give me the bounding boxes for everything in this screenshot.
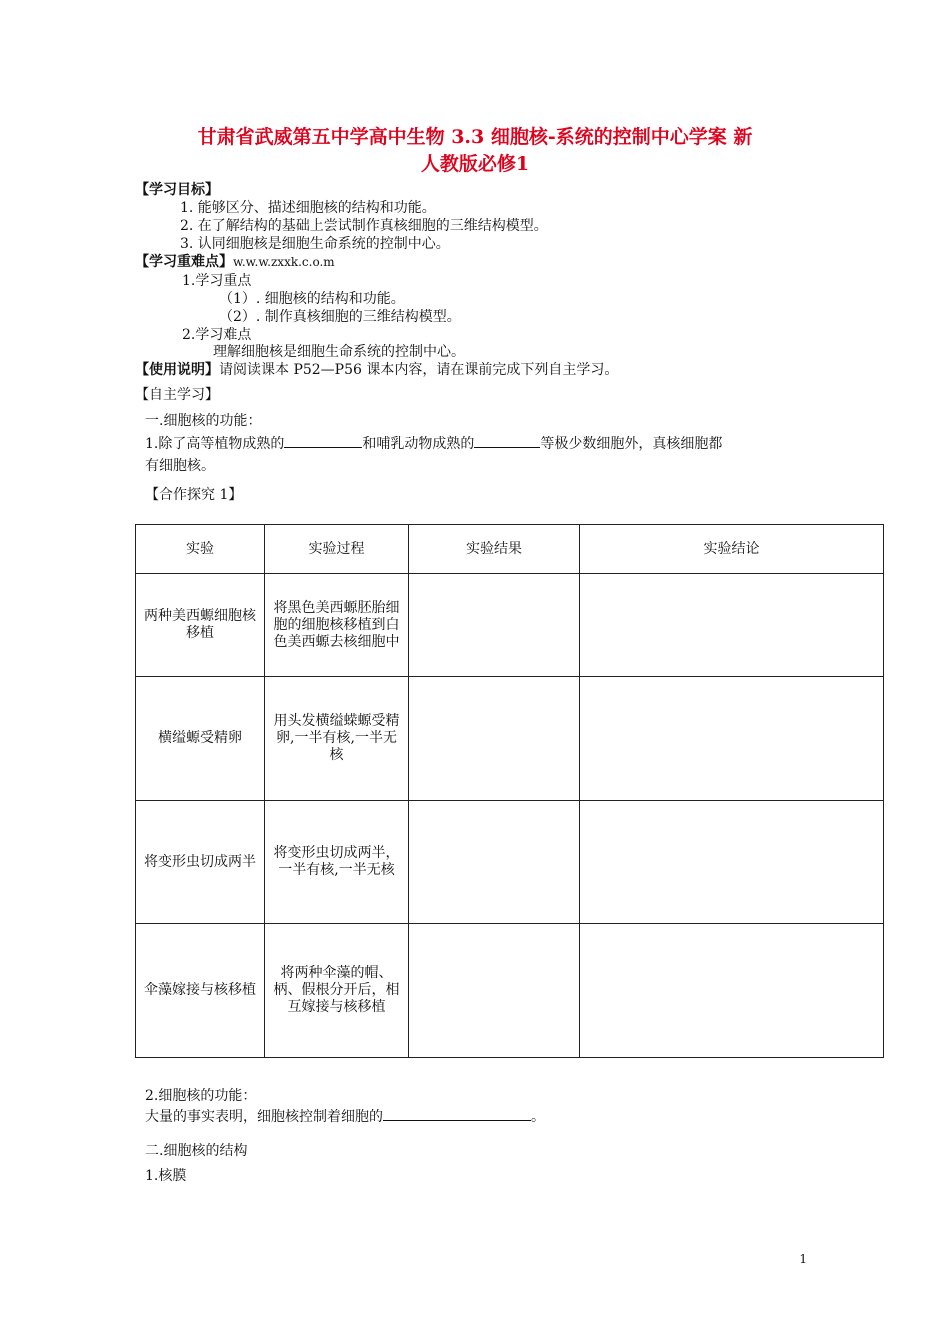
usage-line <box>135 361 618 379</box>
cell-experiment: 横缢螈受精卵 <box>136 677 265 801</box>
section2-item1: 1.核膜 <box>145 1168 187 1184</box>
usage-heading: 【使用说明】 <box>135 362 219 378</box>
question-1 <box>145 433 722 453</box>
usage-text: 请阅读课本 P52—P56 课本内容，请在课前完成下列自主学习。 <box>219 362 619 378</box>
fill-blank[interactable] <box>383 1106 531 1121</box>
fill-blank[interactable] <box>284 433 362 448</box>
header-process: 实验过程 <box>265 525 409 574</box>
keypoints-url: w.w.w.zxxk.c.o.m <box>233 255 335 269</box>
header-result: 实验结果 <box>409 525 580 574</box>
difficulty-text: 理解细胞核是细胞生命系统的控制中心。 <box>213 344 465 360</box>
cell-process: 将变形虫切成两半，一半有核,一半无核 <box>265 801 409 924</box>
section2-heading: 二.细胞核的结构 <box>145 1143 248 1159</box>
table-row <box>136 924 884 1058</box>
objective-item: 2. 在了解结构的基础上尝试制作真核细胞的三维结构模型。 <box>180 218 548 234</box>
objectives-heading: 【学习目标】 <box>135 182 219 198</box>
cell-conclusion[interactable] <box>580 801 884 924</box>
focus-label: 1.学习重点 <box>182 273 252 289</box>
coop-heading: 【合作探究 1】 <box>145 487 243 503</box>
focus-item: （2）. 制作真核细胞的三维结构模型。 <box>219 309 461 325</box>
cell-result[interactable] <box>409 801 580 924</box>
keypoints-heading: 【学习重难点】 <box>135 254 233 270</box>
page-number: 1 <box>799 1252 807 1266</box>
cell-result[interactable] <box>409 924 580 1058</box>
cell-process: 将黑色美西螈胚胎细胞的细胞核移植到白色美西螈去核细胞中 <box>265 574 409 677</box>
page-title-line1: 甘肃省武威第五中学高中生物 3.3 细胞核-系统的控制中心学案 新 <box>197 126 753 148</box>
focus-item: （1）. 细胞核的结构和功能。 <box>219 291 405 307</box>
difficulty-label: 2.学习难点 <box>182 327 252 343</box>
cell-experiment: 两种美西螈细胞核移植 <box>136 574 265 677</box>
cell-result[interactable] <box>409 574 580 677</box>
cell-process: 用头发横缢蝾螈受精卵,一半有核,一半无核 <box>265 677 409 801</box>
cell-conclusion[interactable] <box>580 924 884 1058</box>
function2-heading: 2.细胞核的功能： <box>145 1088 257 1104</box>
cell-experiment: 伞藻嫁接与核移植 <box>136 924 265 1058</box>
keypoints-line <box>135 253 335 271</box>
table-row <box>136 677 884 801</box>
header-conclusion: 实验结论 <box>580 525 884 574</box>
cell-conclusion[interactable] <box>580 677 884 801</box>
fill-blank[interactable] <box>474 433 540 448</box>
objective-item: 3. 认同细胞核是细胞生命系统的控制中心。 <box>180 236 450 252</box>
q1-part3: 等极少数细胞外，真核细胞都 <box>540 436 723 452</box>
function2-line <box>145 1106 545 1126</box>
cell-result[interactable] <box>409 677 580 801</box>
function2-text: 大量的事实表明，细胞核控制着细胞的 <box>145 1109 383 1125</box>
function2-end: 。 <box>531 1109 545 1125</box>
experiment-table <box>135 524 884 1058</box>
section1-heading: 一.细胞核的功能： <box>145 413 262 429</box>
table-header-row <box>136 525 884 574</box>
question-1-line2: 有细胞核。 <box>145 458 215 474</box>
q1-part1: 1.除了高等植物成熟的 <box>145 436 285 452</box>
table-row <box>136 574 884 677</box>
q1-part2: 和哺乳动物成熟的 <box>362 436 475 452</box>
cell-process: 将两种伞藻的帽、柄、假根分开后，相互嫁接与核移植 <box>265 924 409 1058</box>
cell-conclusion[interactable] <box>580 574 884 677</box>
page-title-line2: 人教版必修1 <box>420 153 530 175</box>
table-row <box>136 801 884 924</box>
header-experiment: 实验 <box>136 525 265 574</box>
objective-item: 1. 能够区分、描述细胞核的结构和功能。 <box>180 200 436 216</box>
self-study-heading: 【自主学习】 <box>135 387 219 403</box>
cell-experiment: 将变形虫切成两半 <box>136 801 265 924</box>
